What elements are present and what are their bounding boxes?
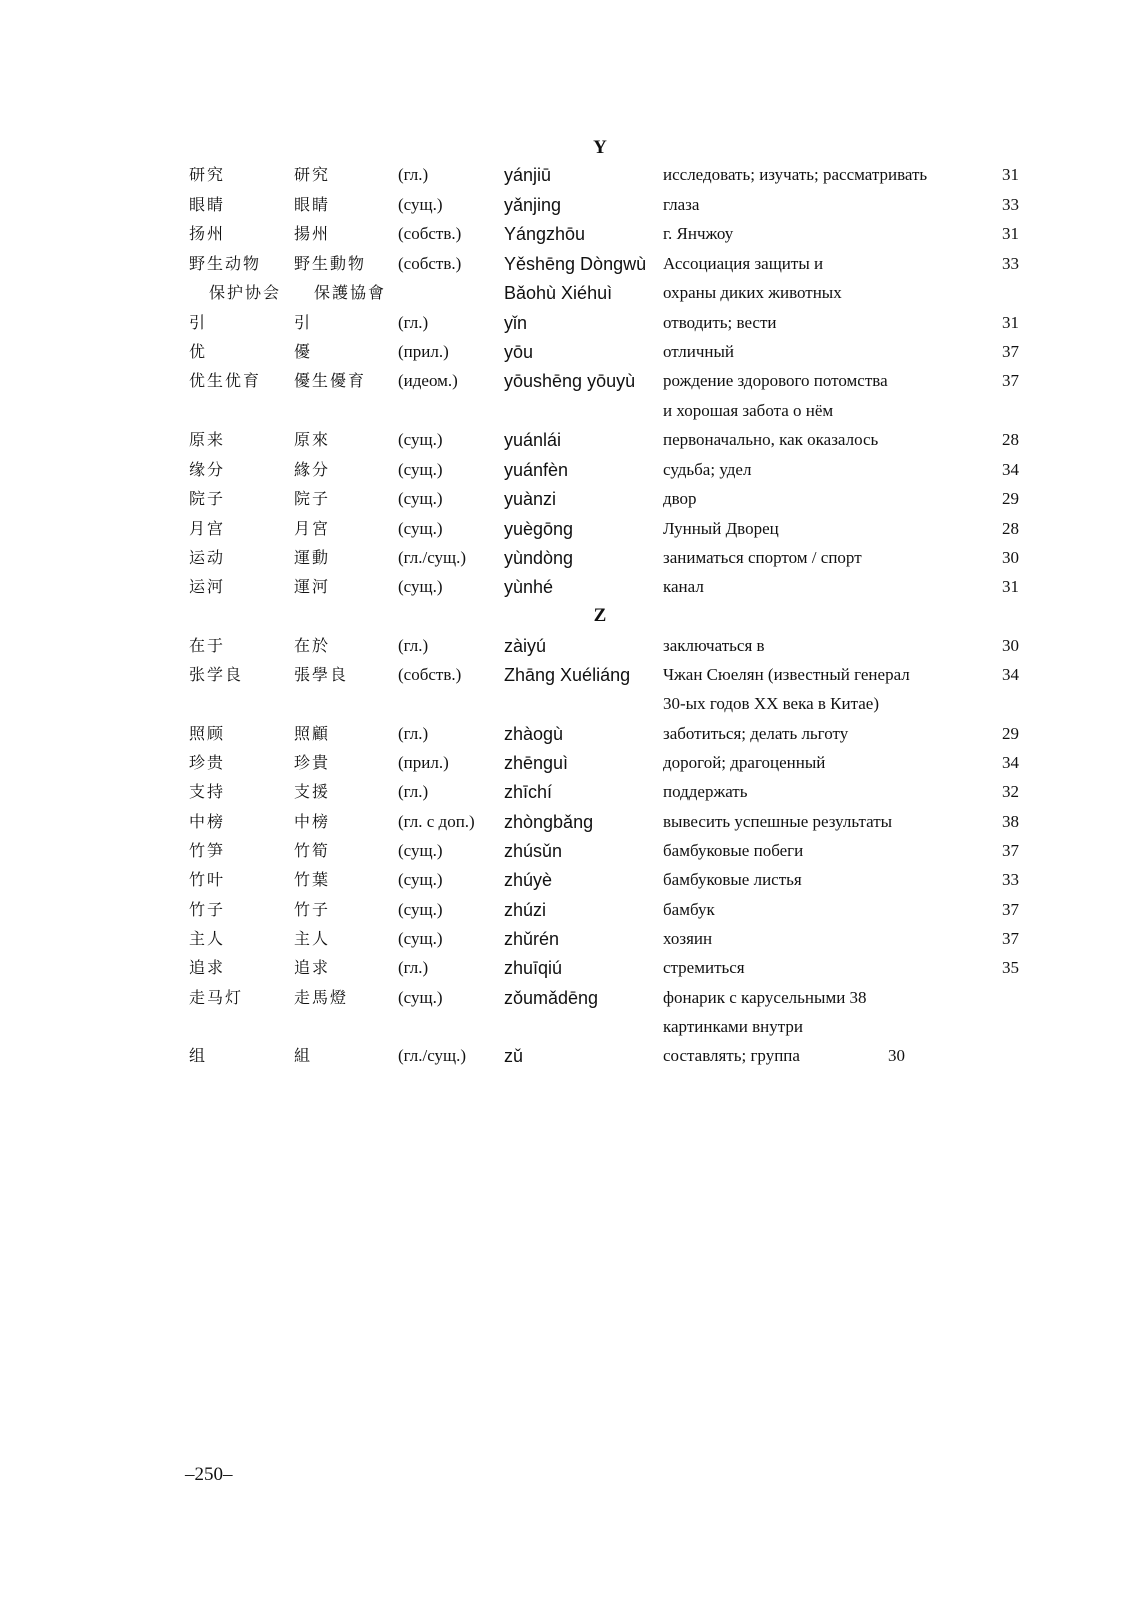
lesson-number: 32: [1002, 782, 1019, 801]
simplified-chars: 引: [189, 313, 208, 332]
pinyin: zǔ: [504, 1046, 524, 1066]
entry-row: [0, 896, 1132, 924]
russian-translation: 30-ых годов XX века в Китае): [663, 694, 879, 713]
lesson-number: 29: [1002, 489, 1019, 508]
pinyin: yuánfèn: [504, 460, 569, 480]
traditional-chars: 運河: [294, 577, 331, 596]
lesson-number: 31: [1002, 165, 1019, 184]
part-of-speech: (гл.): [398, 724, 429, 743]
traditional-chars: 支援: [294, 782, 331, 801]
part-of-speech: (собств.): [398, 665, 462, 684]
entry-row: [0, 954, 1132, 982]
simplified-chars: 研究: [189, 165, 226, 184]
simplified-chars: 追求: [189, 958, 226, 977]
simplified-chars: 中榜: [189, 812, 226, 831]
pinyin: Yángzhōu: [504, 224, 586, 244]
lesson-number: 34: [1002, 460, 1019, 479]
russian-translation: заниматься спортом / спорт: [663, 548, 862, 567]
part-of-speech: (прил.): [398, 753, 449, 772]
entry-row: [0, 426, 1132, 454]
traditional-chars: 主人: [294, 929, 331, 948]
pinyin: zhǔrén: [504, 929, 560, 949]
lesson-number: 30: [1002, 636, 1019, 655]
traditional-chars: 中榜: [294, 812, 331, 831]
pinyin: Zhāng Xuéliáng: [504, 665, 631, 685]
pinyin: yùndòng: [504, 548, 574, 568]
lesson-number: 37: [1002, 929, 1019, 948]
simplified-chars: 组: [189, 1046, 208, 1065]
entry-row: [0, 456, 1132, 484]
entry-row: [0, 749, 1132, 777]
lesson-number: 30: [888, 1046, 905, 1065]
traditional-chars: 優: [294, 342, 313, 361]
part-of-speech: (сущ.): [398, 870, 443, 889]
pinyin: yōushēng yōuyù: [504, 371, 636, 391]
part-of-speech: (сущ.): [398, 900, 443, 919]
traditional-chars: 院子: [294, 489, 331, 508]
traditional-chars: 照顧: [294, 724, 331, 743]
entry-row: [0, 220, 1132, 248]
russian-translation: заботиться; делать льготу: [663, 724, 849, 743]
entry-row: [0, 720, 1132, 748]
entry-continuation-row: [0, 1013, 1132, 1041]
pinyin: zhàogù: [504, 724, 564, 744]
entry-continuation-row: [0, 279, 1132, 307]
pinyin: zhēnguì: [504, 753, 569, 773]
simplified-chars: 走马灯: [189, 988, 244, 1007]
pinyin: yǎnjing: [504, 195, 562, 215]
simplified-chars: 珍贵: [189, 753, 226, 772]
pinyin: zhúyè: [504, 870, 553, 890]
lesson-number: 28: [1002, 430, 1019, 449]
pinyin: zhòngbǎng: [504, 812, 594, 832]
russian-translation: отличный: [663, 342, 735, 361]
pinyin: yǐn: [504, 313, 528, 333]
traditional-chars: 竹筍: [294, 841, 331, 860]
lesson-number: 37: [1002, 841, 1019, 860]
russian-translation: фонарик с карусельными 38: [663, 988, 867, 1007]
russian-translation: дорогой; драгоценный: [663, 753, 826, 772]
part-of-speech: (гл.): [398, 313, 429, 332]
simplified-chars: 竹子: [189, 900, 226, 919]
lesson-number: 33: [1002, 254, 1019, 273]
part-of-speech: (прил.): [398, 342, 449, 361]
lesson-number: 38: [1002, 812, 1019, 831]
part-of-speech: (сущ.): [398, 577, 443, 596]
russian-translation: заключаться в: [663, 636, 765, 655]
simplified-chars: 扬州: [189, 224, 226, 243]
russian-translation: и хорошая забота о нём: [663, 401, 834, 420]
simplified-chars: 优生优育: [189, 371, 262, 390]
russian-translation: картинками внутри: [663, 1017, 803, 1036]
entry-row: [0, 984, 1132, 1012]
entry-row: [0, 632, 1132, 660]
entry-row: [0, 309, 1132, 337]
part-of-speech: (сущ.): [398, 460, 443, 479]
russian-translation: хозяин: [663, 929, 713, 948]
traditional-chars: 追求: [294, 958, 331, 977]
traditional-chars: 走馬燈: [294, 988, 349, 1007]
lesson-number: 31: [1002, 577, 1019, 596]
pinyin: yōu: [504, 342, 534, 362]
lesson-number: 29: [1002, 724, 1019, 743]
russian-translation: рождение здорового потомства: [663, 371, 888, 390]
traditional-chars: 組: [294, 1046, 313, 1065]
russian-translation: первоначально, как оказалось: [663, 430, 879, 449]
russian-translation: судьба; удел: [663, 460, 752, 479]
traditional-chars: 優生優育: [294, 371, 367, 390]
russian-translation: бамбуковые листья: [663, 870, 802, 889]
simplified-chars: 院子: [189, 489, 226, 508]
entry-row: [0, 1042, 1132, 1070]
part-of-speech: (гл./сущ.): [398, 1046, 467, 1065]
part-of-speech: (гл./сущ.): [398, 548, 467, 567]
entry-continuation-row: [0, 397, 1132, 425]
part-of-speech: (собств.): [398, 224, 462, 243]
simplified-chars: 月宫: [189, 519, 226, 538]
traditional-chars: 引: [294, 313, 313, 332]
pinyin: zàiyú: [504, 636, 547, 656]
traditional-chars: 珍貴: [294, 753, 331, 772]
traditional-chars: 緣分: [294, 460, 331, 479]
russian-translation: составлять; группа: [663, 1046, 800, 1065]
entry-row: [0, 925, 1132, 953]
russian-translation: бамбуковые побеги: [663, 841, 804, 860]
part-of-speech: (гл. с доп.): [398, 812, 475, 831]
pinyin: yánjiū: [504, 165, 552, 185]
part-of-speech: (сущ.): [398, 430, 443, 449]
simplified-chars: 主人: [189, 929, 226, 948]
traditional-chars: 在於: [294, 636, 331, 655]
simplified-chars: 原来: [189, 430, 226, 449]
entry-row: [0, 250, 1132, 278]
russian-translation: поддержать: [663, 782, 748, 801]
simplified-chars: 照顾: [189, 724, 226, 743]
traditional-chars: 竹子: [294, 900, 331, 919]
part-of-speech: (сущ.): [398, 929, 443, 948]
part-of-speech: (собств.): [398, 254, 462, 273]
entry-row: [0, 338, 1132, 366]
part-of-speech: (идеом.): [398, 371, 458, 390]
lesson-number: 34: [1002, 753, 1019, 772]
simplified-chars: 优: [189, 342, 208, 361]
simplified-chars: 竹笋: [189, 841, 226, 860]
russian-translation: стремиться: [663, 958, 745, 977]
russian-translation: г. Янчжоу: [663, 224, 734, 243]
lesson-number: 33: [1002, 870, 1019, 889]
pinyin: Bǎohù Xiéhuì: [504, 283, 613, 303]
simplified-chars: 野生动物: [189, 254, 262, 273]
russian-translation: вывесить успешные результаты: [663, 812, 893, 831]
entry-row: [0, 661, 1132, 689]
part-of-speech: (гл.): [398, 782, 429, 801]
pinyin: zhuīqiú: [504, 958, 563, 978]
simplified-chars: 运动: [189, 548, 226, 567]
russian-translation: исследовать; изучать; рассматривать: [663, 165, 928, 184]
russian-translation: Лунный Дворец: [663, 519, 779, 538]
traditional-chars: 月宮: [294, 519, 331, 538]
part-of-speech: (гл.): [398, 958, 429, 977]
simplified-chars: 运河: [189, 577, 226, 596]
part-of-speech: (сущ.): [398, 519, 443, 538]
pinyin: yuègōng: [504, 519, 574, 539]
traditional-chars: 原來: [294, 430, 331, 449]
russian-translation: двор: [663, 489, 697, 508]
entry-row: [0, 544, 1132, 572]
lesson-number: 30: [1002, 548, 1019, 567]
traditional-chars: 研究: [294, 165, 331, 184]
simplified-chars: 眼睛: [189, 195, 226, 214]
traditional-chars: 運動: [294, 548, 331, 567]
traditional-chars: 張學良: [294, 665, 349, 684]
simplified-chars: 竹叶: [189, 870, 226, 889]
simplified-chars: 保护协会: [209, 283, 282, 302]
russian-translation: отводить; вести: [663, 313, 777, 332]
part-of-speech: (гл.): [398, 165, 429, 184]
traditional-chars: 竹葉: [294, 870, 331, 889]
pinyin: Yěshēng Dòngwù: [504, 254, 647, 274]
russian-translation: канал: [663, 577, 704, 596]
lesson-number: 33: [1002, 195, 1019, 214]
lesson-number: 37: [1002, 900, 1019, 919]
pinyin: zhúzi: [504, 900, 547, 920]
entry-row: [0, 191, 1132, 219]
pinyin: zhúsǔn: [504, 841, 563, 861]
part-of-speech: (сущ.): [398, 841, 443, 860]
pinyin: yùnhé: [504, 577, 554, 597]
section-letter-y: Y: [593, 137, 607, 158]
entry-row: [0, 808, 1132, 836]
part-of-speech: (гл.): [398, 636, 429, 655]
simplified-chars: 支持: [189, 782, 226, 801]
russian-translation: глаза: [663, 195, 700, 214]
traditional-chars: 眼睛: [294, 195, 331, 214]
lesson-number: 35: [1002, 958, 1019, 977]
part-of-speech: (сущ.): [398, 988, 443, 1007]
lesson-number: 31: [1002, 313, 1019, 332]
lesson-number: 37: [1002, 342, 1019, 361]
lesson-number: 37: [1002, 371, 1019, 390]
part-of-speech: (сущ.): [398, 195, 443, 214]
traditional-chars: 保護協會: [314, 283, 387, 302]
section-letter-z: Z: [593, 605, 607, 626]
page-number: –250–: [185, 1464, 233, 1485]
entry-row: [0, 778, 1132, 806]
entry-row: [0, 866, 1132, 894]
entry-continuation-row: [0, 690, 1132, 718]
traditional-chars: 揚州: [294, 224, 331, 243]
simplified-chars: 在于: [189, 636, 226, 655]
traditional-chars: 野生動物: [294, 254, 367, 273]
simplified-chars: 张学良: [189, 665, 244, 684]
entry-row: [0, 161, 1132, 189]
entry-row: [0, 515, 1132, 543]
part-of-speech: (сущ.): [398, 489, 443, 508]
pinyin: yuánlái: [504, 430, 562, 450]
russian-translation: Чжан Сюелян (известный генерал: [663, 665, 910, 684]
russian-translation: бамбук: [663, 900, 715, 919]
simplified-chars: 缘分: [189, 460, 226, 479]
entry-row: [0, 367, 1132, 395]
pinyin: zǒumǎdēng: [504, 988, 599, 1008]
russian-translation: Ассоциация защиты и: [663, 254, 824, 273]
entry-row: [0, 573, 1132, 601]
lesson-number: 31: [1002, 224, 1019, 243]
pinyin: zhīchí: [504, 782, 553, 802]
lesson-number: 28: [1002, 519, 1019, 538]
entry-row: [0, 485, 1132, 513]
pinyin: yuànzi: [504, 489, 557, 509]
lesson-number: 34: [1002, 665, 1019, 684]
russian-translation: охраны диких животных: [663, 283, 842, 302]
entry-row: [0, 837, 1132, 865]
